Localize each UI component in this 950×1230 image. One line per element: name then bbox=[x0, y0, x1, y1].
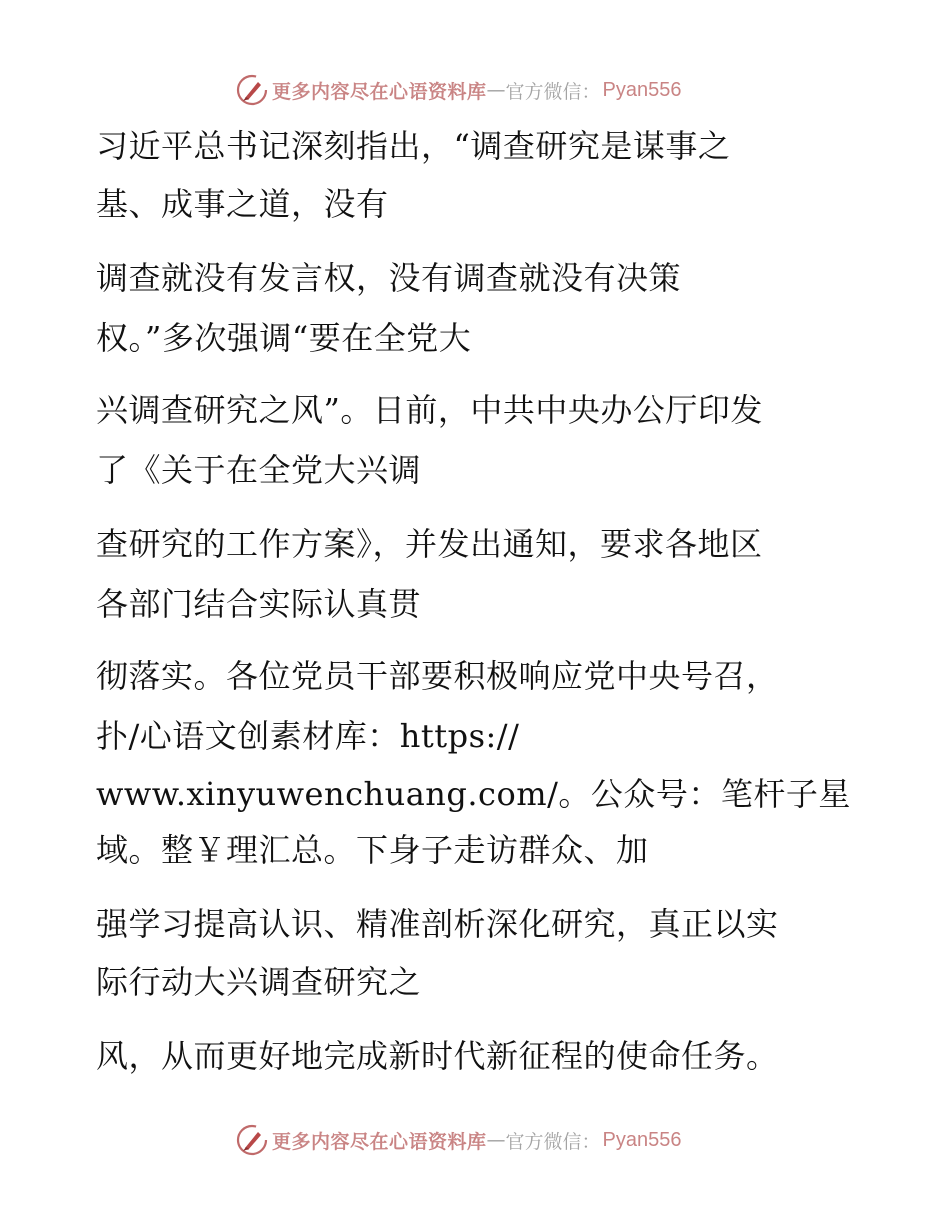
watermark-wechat-id: Pyan556 bbox=[602, 1128, 682, 1151]
header-watermark bbox=[236, 72, 682, 108]
body-line: 域。整￥理汇总。下身子走访群众、加 bbox=[96, 831, 649, 869]
body-line: 查研究的工作方案》，并发出通知，要求各地区 bbox=[96, 525, 763, 563]
body-line: 风，从而更好地完成新时代新征程的使命任务。 bbox=[96, 1037, 779, 1075]
body-line: 各部门结合实际认真贯 bbox=[96, 585, 422, 623]
body-line: 际行动大兴调查研究之 bbox=[96, 963, 422, 1001]
watermark-text: 更多内容尽在心语资料库 bbox=[272, 1130, 487, 1153]
watermark-separator: — bbox=[486, 1129, 506, 1151]
body-line: 了《关于在全党大兴调 bbox=[96, 451, 422, 489]
watermark-wechat-id: Pyan556 bbox=[602, 78, 682, 101]
body-line: 兴调查研究之风”。日前，中共中央办公厅印发 bbox=[96, 391, 763, 429]
watermark-separator: — bbox=[486, 79, 506, 101]
watermark-wechat-label: 官方微信： bbox=[505, 1130, 601, 1153]
quill-logo-icon bbox=[236, 1124, 268, 1156]
body-line: 习近平总书记深刻指出，“调查研究是谋事之 bbox=[96, 127, 731, 165]
quill-logo-icon bbox=[236, 74, 268, 106]
watermark-text: 更多内容尽在心语资料库 bbox=[272, 80, 487, 103]
body-line: www.xinyuwenchuang.com/。公众号：笔杆子星 bbox=[96, 775, 851, 813]
body-line: 彻落实。各位党员干部要积极响应党中央号召， bbox=[96, 657, 779, 695]
body-line: 扑/心语文创素材库：https:// bbox=[96, 717, 520, 755]
body-line: 强学习提高认识、精准剖析深化研究，真正以实 bbox=[96, 905, 779, 943]
footer-watermark bbox=[236, 1122, 682, 1158]
body-line: 调查就没有发言权，没有调查就没有决策 bbox=[96, 259, 682, 297]
body-line: 基、成事之道，没有 bbox=[96, 185, 389, 223]
body-line: 权。”多次强调“要在全党大 bbox=[96, 319, 472, 357]
watermark-wechat-label: 官方微信： bbox=[505, 80, 601, 103]
